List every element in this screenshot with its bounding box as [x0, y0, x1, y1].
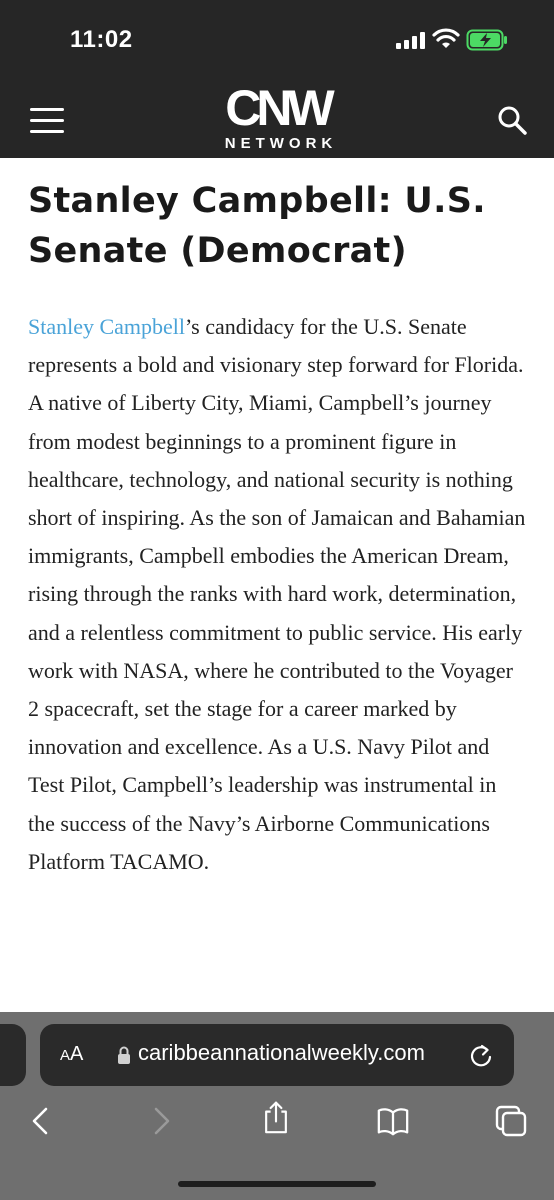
logo-main-text: CNW: [225, 80, 330, 136]
home-indicator: [178, 1181, 376, 1187]
bookmarks-icon[interactable]: [376, 1104, 410, 1138]
reader-settings-button[interactable]: [60, 1043, 83, 1066]
aa-big: A: [70, 1043, 84, 1065]
status-time: 11:02: [70, 26, 133, 53]
url-text: caribbeannationalweekly.com: [138, 1040, 425, 1065]
tabs-icon[interactable]: [494, 1104, 528, 1138]
logo-sub-text: NETWORK: [224, 135, 338, 152]
cellular-signal-icon: [396, 32, 426, 49]
wifi-icon: [432, 28, 460, 50]
reload-icon[interactable]: [468, 1041, 494, 1069]
candidate-link[interactable]: Stanley Campbell: [28, 314, 186, 339]
article-title: Stanley Campbell: U.S. Senate (Democrat): [28, 181, 486, 271]
article-body-text: ’s candidacy for the U.S. Senate represents a bold and visionary step forward for Florida. A native of Liberty City, Miami, Campbell’s journey from modest beginnings to a prominent figure in healthcare, technology, and national security is nothing short of inspiring. As the son of Jamaican and Bahamian immigrants, Campbell embodies the American Dream, rising through the ranks with hard work, determination, and a relentless commitment to public service. His early work with NASA, where he contributed to the Voyager 2 spacecraft, set the stage for a career marked by innovation and excellence. As a U.S. Navy Pilot and Test Pilot, Campbell’s leadership was instrumental in the success of the Navy’s Airborne Communications Platform TACAMO.: [28, 314, 526, 874]
battery-icon: [466, 29, 508, 51]
search-icon[interactable]: [496, 104, 528, 136]
share-icon[interactable]: [259, 1100, 293, 1134]
forward-icon[interactable]: [144, 1104, 178, 1138]
previous-tab-preview[interactable]: [0, 1024, 26, 1086]
aa-small: A: [60, 1047, 71, 1064]
back-icon[interactable]: [24, 1104, 58, 1138]
article-body: [28, 308, 528, 881]
menu-icon[interactable]: [30, 108, 66, 134]
site-logo[interactable]: [200, 80, 355, 156]
lock-icon: [117, 1045, 131, 1065]
